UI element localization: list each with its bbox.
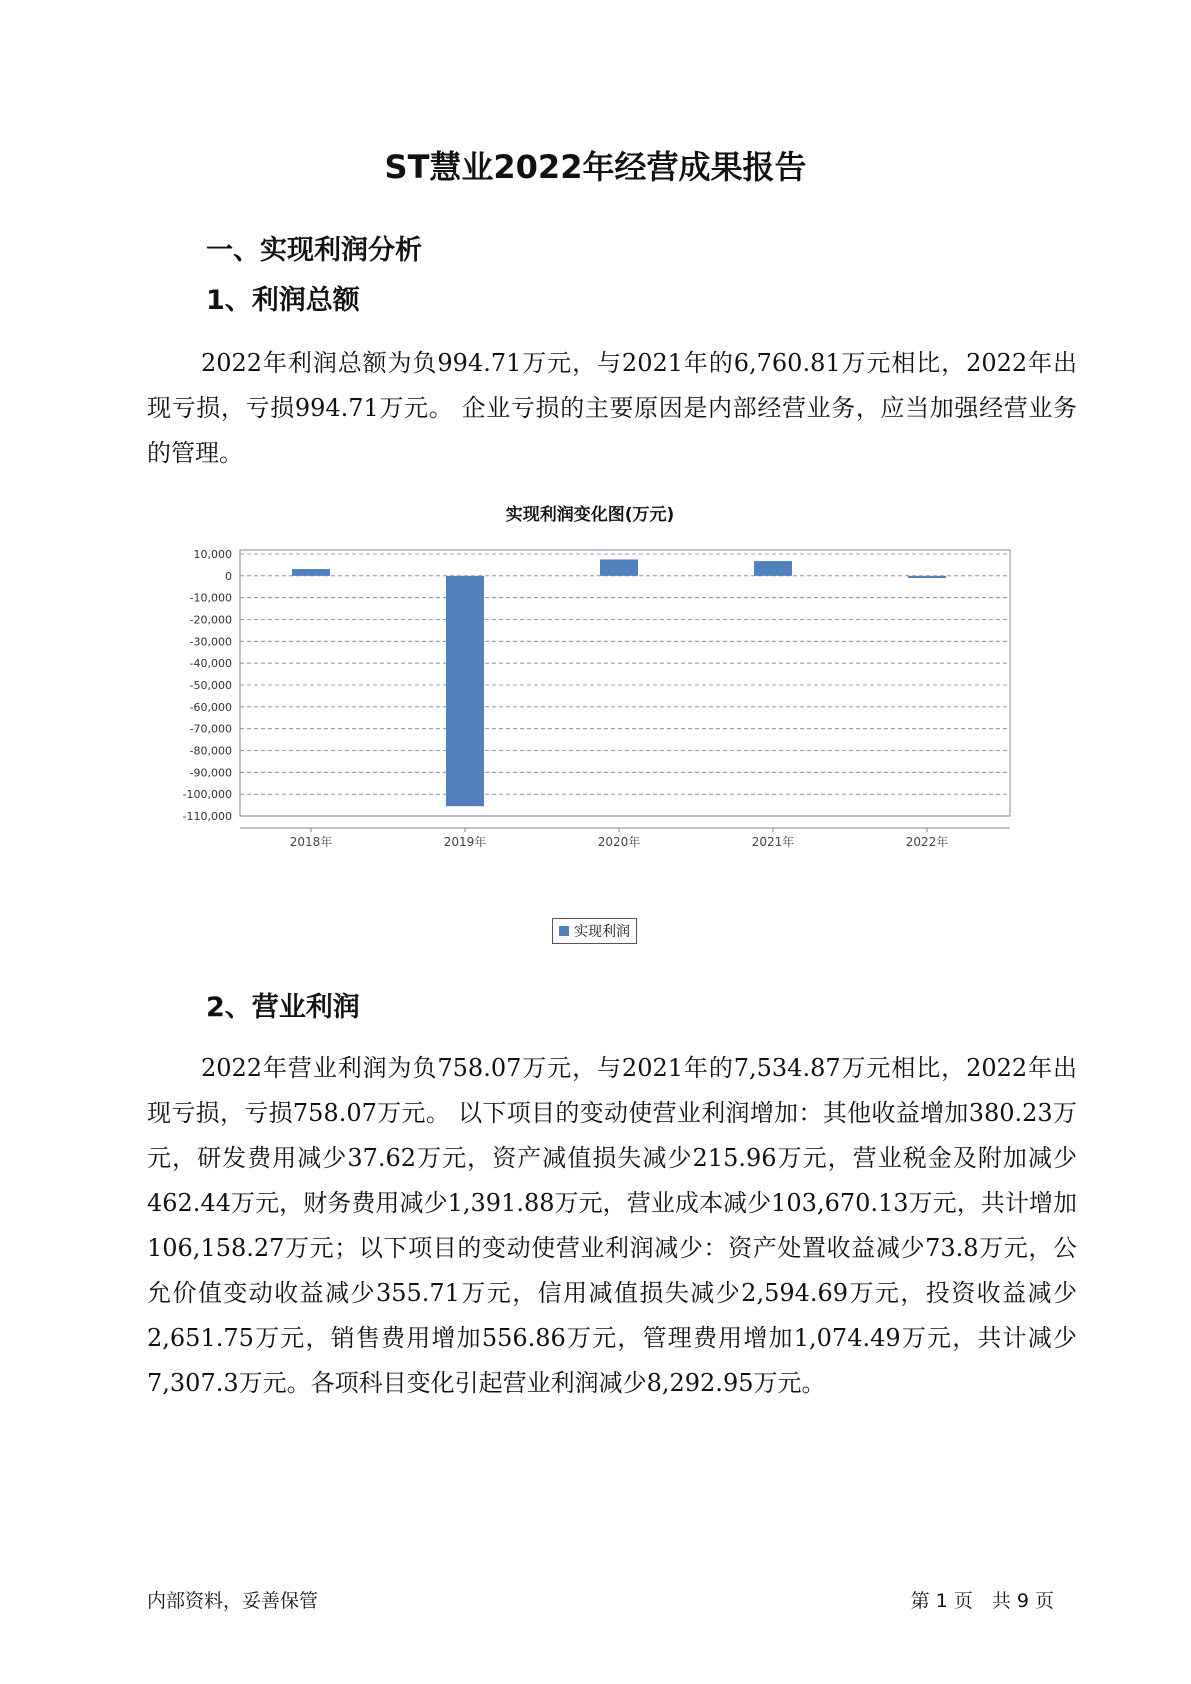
total-profit-paragraph: 2022年利润总额为负994.71万元，与2021年的6,760.81万元相比，2022年出现亏损，亏损994.71万元。 企业亏损的主要原因是内部经营业务，应当加强经营业务的管理。 [147, 349, 1077, 467]
y-tick-label: -60,000 [189, 700, 232, 714]
bar [908, 576, 946, 578]
operating-profit-paragraph: 2022年营业利润为负758.07万元，与2021年的7,534.87万元相比，2022年出现亏损，亏损758.07万元。 以下项目的变动使营业利润增加：其他收益增加380.23万元，研发费用减少37.62万元，资产减值损失减少215.96万元，营业税金及附加减少462.44万元，财务费用减少1,391.88万元，营业成本减少103,670.13万元，共计增加106,158.27万元；以下项目的变动使营业利润减少：资产处置收益减少73.8万元，公允价值变动收益减少355.71万元，信用减值损失减少2,594.69万元，投资收益减少2,651.75万元，销售费用增加556.86万元，管理费用增加1,074.49万元，共计减少7,307.3万元。各项科目变化引起营业利润减少8,292.95万元。 [147, 1054, 1077, 1397]
y-tick-label: -80,000 [189, 744, 232, 758]
profit-chart-svg [140, 500, 1040, 960]
page-title: ST慧业2022年经营成果报告 [384, 148, 807, 186]
y-tick-label: -20,000 [189, 613, 232, 627]
x-tick-label: 2021年 [751, 835, 795, 849]
y-tick-label: -40,000 [189, 657, 232, 671]
bar [292, 569, 330, 576]
y-tick-label: -70,000 [189, 722, 232, 736]
section-heading-profit-analysis: 一、实现利润分析 [206, 235, 422, 266]
chart-legend [552, 918, 637, 944]
bar [754, 561, 792, 576]
profit-chart [140, 500, 1040, 960]
bar [600, 559, 638, 575]
x-tick-label: 2020年 [597, 835, 641, 849]
plot-frame [240, 550, 1010, 816]
y-tick-label: -30,000 [189, 635, 232, 649]
subsection-heading-total-profit: 1、利润总额 [206, 285, 360, 316]
y-tick-label: -10,000 [189, 591, 232, 605]
footer-page-number: 第 1 页 共 9 页 [910, 1590, 1054, 1612]
x-tick-label: 2019年 [443, 835, 487, 849]
y-tick-label: -110,000 [182, 810, 232, 823]
chart-title: 实现利润变化图(万元) [505, 505, 675, 525]
footer-confidential-note: 内部资料，妥善保管 [147, 1590, 319, 1612]
bar [446, 576, 484, 806]
y-tick-label: -90,000 [189, 766, 232, 780]
y-tick-label: -50,000 [189, 679, 232, 692]
legend-label: 实现利润 [574, 924, 630, 940]
y-tick-label: -100,000 [182, 788, 232, 802]
subsection-heading-operating-profit: 2、营业利润 [206, 992, 360, 1023]
legend-swatch [559, 926, 569, 936]
x-tick-label: 2022年 [905, 835, 949, 849]
x-tick-label: 2018年 [289, 835, 333, 849]
y-tick-label: 0 [225, 569, 232, 583]
y-tick-label: 10,000 [193, 548, 232, 561]
